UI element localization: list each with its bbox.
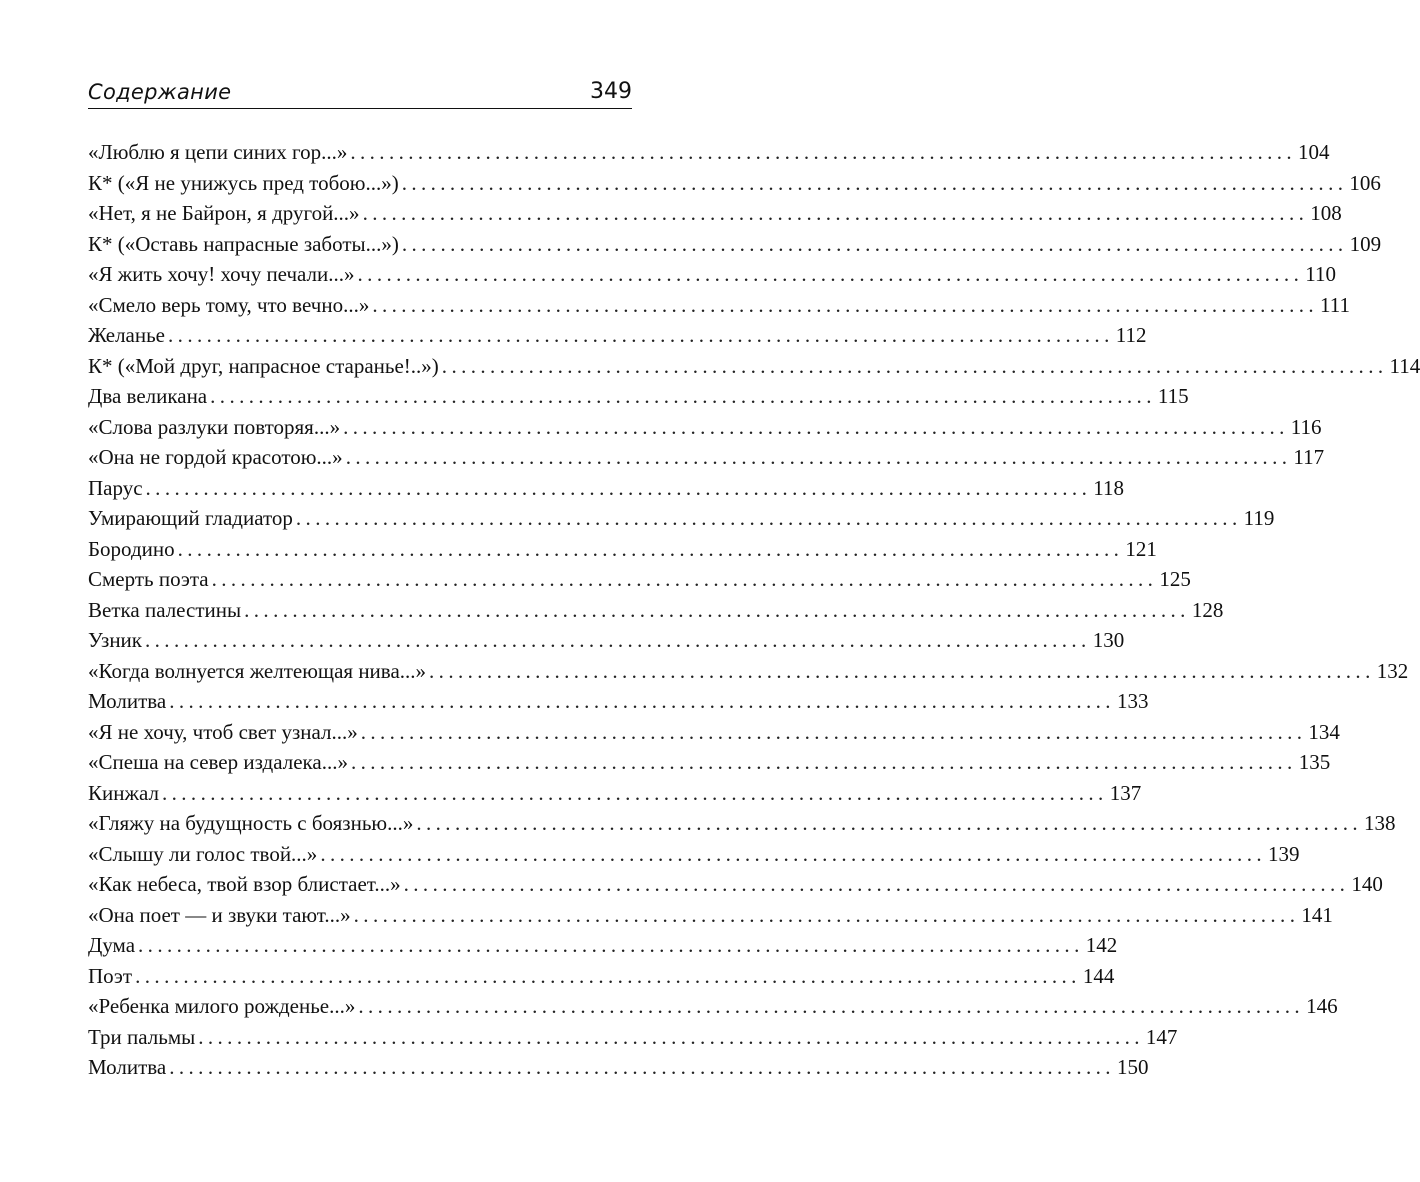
toc-entry	[88, 656, 1409, 687]
toc-entry-title: «Спеша на север издалека...»	[88, 750, 348, 774]
toc-entry-page: 141	[1301, 902, 1333, 927]
toc-entry-page: 115	[1157, 384, 1189, 408]
dot-leader: ..................................................................................................	[169, 689, 1115, 713]
toc-entry	[88, 869, 1383, 900]
toc-entry-page: 116	[1290, 414, 1322, 439]
toc-entry-title: «Слова разлуки повторяя...»	[88, 414, 341, 439]
dot-leader: ..................................................................................................	[350, 140, 1297, 164]
dot-leader: ..................................................................................................	[161, 780, 1108, 805]
dot-leader: ..................................................................................................	[210, 384, 1156, 408]
toc-entry	[88, 229, 1382, 260]
toc-entry-page: 118	[1093, 475, 1124, 500]
toc-entry	[88, 991, 1338, 1022]
dot-leader: ..................................................................................................	[441, 353, 1388, 378]
toc-entry-page: 112	[1115, 323, 1147, 347]
toc-entry-title: Узник	[88, 628, 142, 652]
toc-entry-title: Дума	[88, 933, 136, 957]
toc-entry-page: 133	[1116, 689, 1149, 713]
dot-leader: ..................................................................................................	[401, 170, 1348, 195]
dot-leader: ..................................................................................................	[350, 750, 1297, 774]
toc-entry-title: «Как небеса, твой взор блистает...»	[88, 872, 401, 896]
page-number: 349	[590, 79, 632, 104]
toc-entry-page: 114	[1389, 353, 1420, 378]
dot-leader: ..................................................................................................	[403, 872, 1350, 896]
toc-entry-title: «Она поет — и звуки тают...»	[88, 902, 351, 927]
toc-entry-title: Молитва	[88, 1055, 167, 1079]
toc-entry-title: «Люблю я цепи синих гор...»	[88, 140, 348, 164]
toc-entry-title: «Слышу ли голос твой...»	[88, 841, 318, 866]
toc-entry-page: 139	[1268, 841, 1300, 866]
toc-entry-title: Желанье	[88, 323, 166, 347]
toc-entry-title: Два великана	[88, 384, 208, 408]
toc-entry-title: Парус	[88, 475, 143, 500]
toc-entry-title: «Ребенка милого рожденье...»	[88, 994, 356, 1018]
toc-entry	[88, 351, 1420, 382]
toc-entry-page: 121	[1125, 536, 1157, 561]
toc-entry	[88, 137, 1330, 168]
dot-leader: ..................................................................................................	[169, 1055, 1115, 1079]
toc-entry	[88, 808, 1396, 839]
toc-entry-title: «Я не хочу, чтоб свет узнал...»	[88, 719, 358, 744]
toc-entry	[88, 961, 1115, 992]
toc-entry	[88, 259, 1336, 290]
toc-entry-title: «Нет, я не Байрон, я другой...»	[88, 201, 360, 225]
dot-leader: ..................................................................................................	[198, 1024, 1144, 1049]
toc-entry	[88, 1052, 1149, 1083]
toc-entry	[88, 686, 1149, 717]
dot-leader: ..................................................................................................	[353, 902, 1300, 927]
dot-leader: ..................................................................................................	[211, 567, 1158, 591]
toc-entry-page: 134	[1308, 719, 1340, 744]
toc-entry	[88, 717, 1340, 748]
toc-entry-page: 119	[1243, 506, 1275, 530]
toc-entry-page: 142	[1085, 933, 1118, 957]
dot-leader: ..................................................................................................	[295, 506, 1242, 530]
toc-entry-page: 146	[1306, 994, 1338, 1018]
toc-entry-page: 150	[1116, 1055, 1149, 1079]
toc-entry-page: 111	[1320, 292, 1350, 317]
dot-leader: ..................................................................................................	[145, 475, 1092, 500]
toc-entry-page: 135	[1298, 750, 1331, 774]
toc-entry-title: «Смело верь тому, что вечно...»	[88, 292, 370, 317]
toc-entry	[88, 564, 1191, 595]
toc-entry	[88, 381, 1189, 412]
dot-leader: ..................................................................................................	[429, 658, 1375, 683]
toc-entry	[88, 1022, 1178, 1053]
toc-entry-title: «Когда волнуется желтеющая нива...»	[88, 658, 427, 683]
toc-entry	[88, 900, 1333, 931]
toc-entry	[88, 412, 1322, 443]
toc-entry-title: К* («Оставь напрасные заботы...»)	[88, 231, 399, 256]
toc-entry-title: Умирающий гладиатор	[88, 506, 293, 530]
toc-entry-page: 128	[1191, 597, 1224, 622]
toc-entry-title: Бородино	[88, 536, 175, 561]
toc-entry-title: Три пальмы	[88, 1024, 196, 1049]
dot-leader: ..................................................................................................	[244, 597, 1190, 622]
toc-entry-page: 108	[1310, 201, 1342, 225]
toc-entry-title: Кинжал	[88, 780, 159, 805]
section-title: Содержание	[88, 80, 232, 104]
toc-entry-title: Смерть поэта	[88, 567, 209, 591]
toc-entry-title: Молитва	[88, 689, 167, 713]
toc-entry-title: «Я жить хочу! хочу печали...»	[88, 262, 355, 286]
dot-leader: ..................................................................................................	[360, 719, 1307, 744]
dot-leader: ..................................................................................................	[358, 994, 1305, 1018]
dot-leader: ..................................................................................................	[145, 628, 1091, 652]
toc-entry	[88, 839, 1300, 870]
toc-entry-page: 147	[1145, 1024, 1178, 1049]
dot-leader: ..................................................................................................	[177, 536, 1124, 561]
toc-entry	[88, 625, 1125, 656]
toc-entry-page: 106	[1349, 170, 1381, 195]
toc-entry	[88, 747, 1331, 778]
dot-leader: ..................................................................................................	[357, 262, 1304, 286]
toc-entry-page: 137	[1109, 780, 1142, 805]
toc-entry	[88, 320, 1147, 351]
toc-entry-page: 138	[1364, 811, 1396, 835]
toc-entry-page: 130	[1092, 628, 1125, 652]
toc-entry-page: 117	[1293, 445, 1325, 469]
toc-entry	[88, 290, 1350, 321]
toc-entry	[88, 930, 1118, 961]
toc-entry	[88, 168, 1381, 199]
toc-entry-title: «Гляжу на будущность с боязнью...»	[88, 811, 414, 835]
toc-entry	[88, 198, 1342, 229]
toc-entry-title: «Она не гордой красотою...»	[88, 445, 343, 469]
dot-leader: ..................................................................................................	[345, 445, 1292, 469]
dot-leader: ..................................................................................................	[416, 811, 1363, 835]
toc-entry-page: 110	[1305, 262, 1336, 286]
toc-entry-page: 140	[1351, 872, 1383, 896]
toc-entry-page: 125	[1159, 567, 1191, 591]
toc-entry-title: Поэт	[88, 963, 133, 988]
toc-entry-page: 109	[1349, 231, 1382, 256]
dot-leader: ..................................................................................................	[401, 231, 1348, 256]
running-head	[88, 70, 632, 104]
toc-entry	[88, 503, 1275, 534]
dot-leader: ..................................................................................................	[320, 841, 1267, 866]
toc-entry	[88, 534, 1157, 565]
toc-entry-title: К* («Я не унижусь пред тобою...»)	[88, 170, 399, 195]
dot-leader: ..................................................................................................	[343, 414, 1289, 439]
dot-leader: ..................................................................................................	[372, 292, 1319, 317]
toc-entry-page: 132	[1376, 658, 1409, 683]
toc-entry	[88, 595, 1224, 626]
toc-entry-title: Ветка палестины	[88, 597, 242, 622]
dot-leader: ..................................................................................................	[138, 933, 1084, 957]
toc-entry	[88, 442, 1325, 473]
toc-entry-page: 144	[1082, 963, 1115, 988]
dot-leader: ..................................................................................................	[362, 201, 1309, 225]
dot-leader: ..................................................................................................	[135, 963, 1081, 988]
header-rule	[88, 108, 632, 109]
toc-entry-page: 104	[1298, 140, 1330, 164]
toc-entry-title: К* («Мой друг, напрасное старанье!..»)	[88, 353, 439, 378]
dot-leader: ..................................................................................................	[168, 323, 1114, 347]
table-of-contents	[88, 137, 1420, 1083]
toc-entry	[88, 778, 1142, 809]
toc-entry	[88, 473, 1124, 504]
